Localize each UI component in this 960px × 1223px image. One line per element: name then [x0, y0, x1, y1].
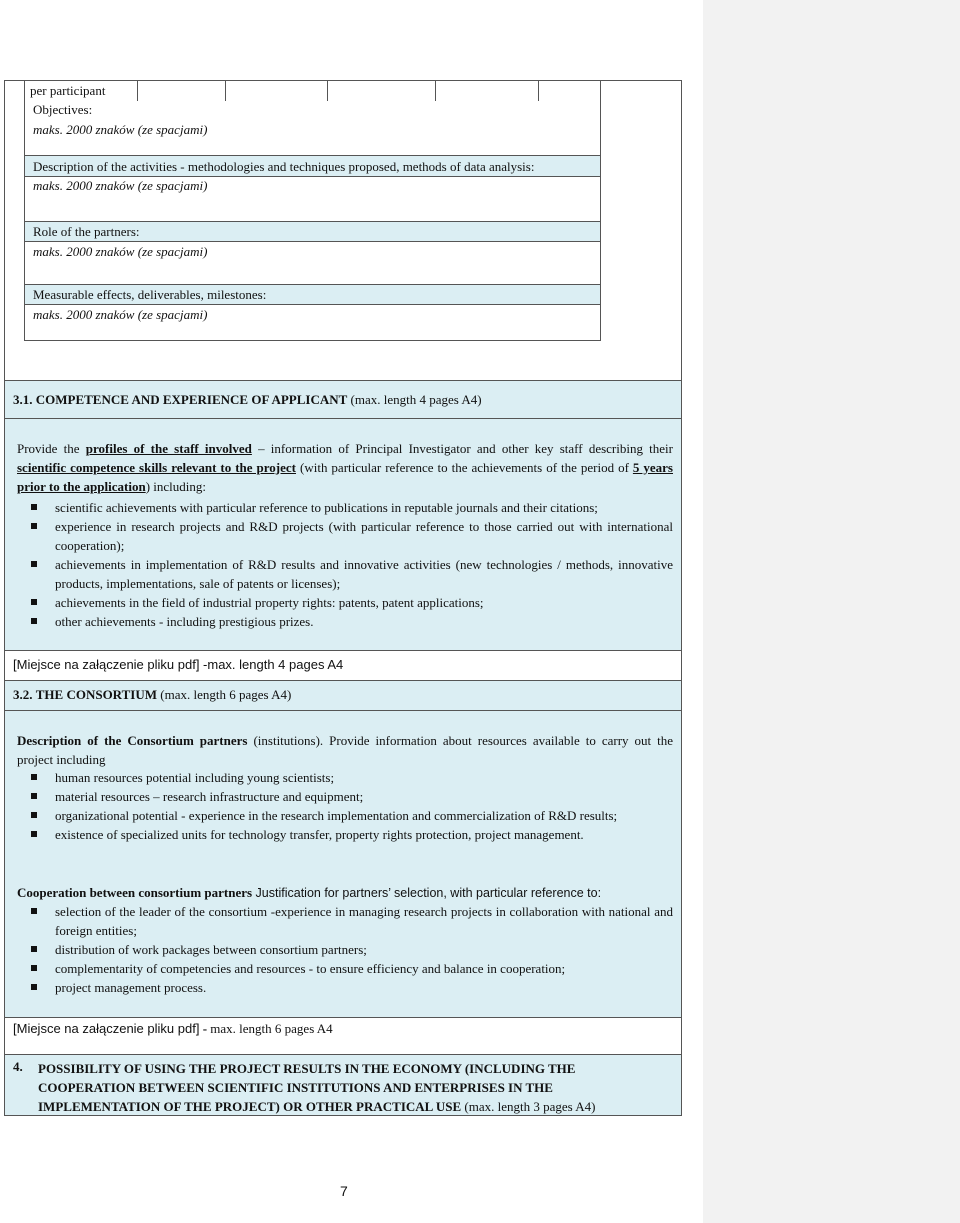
staff-profiles-emphasis: profiles of the staff involved — [85, 441, 252, 456]
list-item: other achievements - including prestigious prizes. — [5, 612, 673, 631]
list-item: complementarity of competencies and resources - to ensure efficiency and balance in cooperation; — [5, 959, 673, 978]
list-item: material resources – research infrastructure and equipment; — [5, 787, 673, 806]
per-participant-label: per participant — [30, 83, 106, 98]
section-3-2-number: 3.2. — [13, 687, 33, 702]
list-item: existence of specialized units for technology transfer, property rights protection, project management. — [5, 825, 673, 844]
section-3-1-number: 3.1. — [13, 392, 33, 407]
section-3-1-title: COMPETENCE AND EXPERIENCE OF APPLICANT — [35, 392, 348, 407]
objectives-label: Objectives: — [33, 102, 93, 117]
list-item: scientific achievements with particular reference to publications in reputable journals and their citations; — [5, 498, 673, 517]
role-label: Role of the partners: — [33, 224, 140, 239]
description-limit[interactable]: maks. 2000 znaków (ze spacjami) — [33, 178, 208, 193]
section-4-heading — [4, 1055, 682, 1116]
description-text: (institutions). Provide information about resources available to carry out the project including — [17, 733, 673, 767]
cooperation-list — [5, 902, 673, 997]
page-number: 7 — [340, 1183, 348, 1199]
resources-list — [5, 768, 673, 844]
comments-margin — [703, 0, 960, 1223]
section-4-title — [38, 1059, 673, 1116]
role-limit[interactable]: maks. 2000 znaków (ze spacjami) — [33, 244, 208, 259]
section-3-1-body — [4, 419, 682, 651]
description-band — [25, 155, 600, 177]
cooperation-text: Justification for partners’ selection, with particular reference to: — [252, 886, 602, 900]
list-item: achievements in implementation of R&D results and innovative activities (new technologies / methods, innovative products, implementations, sale of patents or licenses); — [5, 555, 673, 593]
section-3-2-note: (max. length 6 pages A4) — [160, 687, 292, 702]
attachment-placeholder[interactable] — [13, 1021, 333, 1037]
section-3-1-attachment[interactable] — [4, 651, 682, 681]
list-item: experience in research projects and R&D projects (with particular reference to those carried out with international cooperation); — [5, 517, 673, 555]
intro-text: – information of Principal Investigator and other key staff describing their — [251, 441, 673, 456]
section-4-heading-text: POSSIBILITY OF USING THE PROJECT RESULTS IN THE ECONOMY (INCLUDING THE COOPERATION BETWEEN SCIENTIFIC INSTITUTIONS AND ENTERPRISES IN THE IMPLEMENTATION OF THE PROJECT) OR OTHER PRACTICAL USE — [38, 1061, 576, 1114]
list-item: distribution of work packages between consortium partners; — [5, 940, 673, 959]
participant-row — [25, 81, 600, 101]
list-item: project management process. — [5, 978, 673, 997]
cooperation-emphasis: Cooperation between consortium partners — [17, 885, 253, 900]
list-item: selection of the leader of the consortium -experience in managing research projects in collaboration with national and foreign entities; — [5, 902, 673, 940]
consortium-description — [17, 731, 673, 769]
achievements-list — [5, 498, 673, 631]
measurable-band — [25, 284, 600, 305]
attachment-text: [Miejsce na załączenie pliku pdf] — [13, 1021, 200, 1036]
objectives-limit[interactable]: maks. 2000 znaków (ze spacjami) — [33, 122, 208, 137]
section-3-2-attachment[interactable] — [4, 1018, 682, 1055]
cell-divider — [538, 81, 539, 101]
cell-divider — [327, 81, 328, 101]
section-3-1-heading — [4, 380, 682, 419]
competence-emphasis: scientific competence skills relevant to the project — [17, 460, 297, 475]
section-3-1-note: (max. length 4 pages A4) — [350, 392, 482, 407]
attachment-dash: - — [199, 1021, 211, 1036]
section-3-2-heading — [4, 681, 682, 711]
intro-text: Provide the — [17, 441, 86, 456]
five-years-emphasis: 5 years prior to the application — [17, 460, 673, 494]
attachment-placeholder[interactable]: [Miejsce na załączenie pliku pdf] -max. length 4 pages A4 — [13, 657, 344, 672]
section-4-note: (max. length 3 pages A4) — [464, 1099, 596, 1114]
section-4-number: 4. — [13, 1059, 23, 1074]
staff-profile-intro — [17, 439, 673, 496]
intro-text: (with particular reference to the achievements of the period of — [296, 460, 633, 475]
measurable-limit[interactable]: maks. 2000 znaków (ze spacjami) — [33, 307, 208, 322]
cell-divider — [137, 81, 138, 101]
attachment-limit: max. length 6 pages A4 — [210, 1021, 333, 1036]
consortium-partners-emphasis: Description of the Consortium partners — [17, 733, 248, 748]
section-3-2-body — [4, 711, 682, 1018]
description-label: Description of the activities - methodologies and techniques proposed, methods of data analysis: — [33, 159, 535, 174]
objectives-box — [24, 80, 601, 341]
list-item: human resources potential including young scientists; — [5, 768, 673, 787]
intro-text: ) including: — [145, 479, 206, 494]
list-item: achievements in the field of industrial property rights: patents, patent applications; — [5, 593, 673, 612]
section-3-2-title: THE CONSORTIUM — [35, 687, 158, 702]
cooperation-paragraph — [17, 883, 673, 903]
role-band — [25, 221, 600, 242]
cell-divider — [225, 81, 226, 101]
list-item: organizational potential - experience in the research implementation and commercialization of R&D results; — [5, 806, 673, 825]
cell-divider — [435, 81, 436, 101]
measurable-label: Measurable effects, deliverables, milestones: — [33, 287, 267, 302]
